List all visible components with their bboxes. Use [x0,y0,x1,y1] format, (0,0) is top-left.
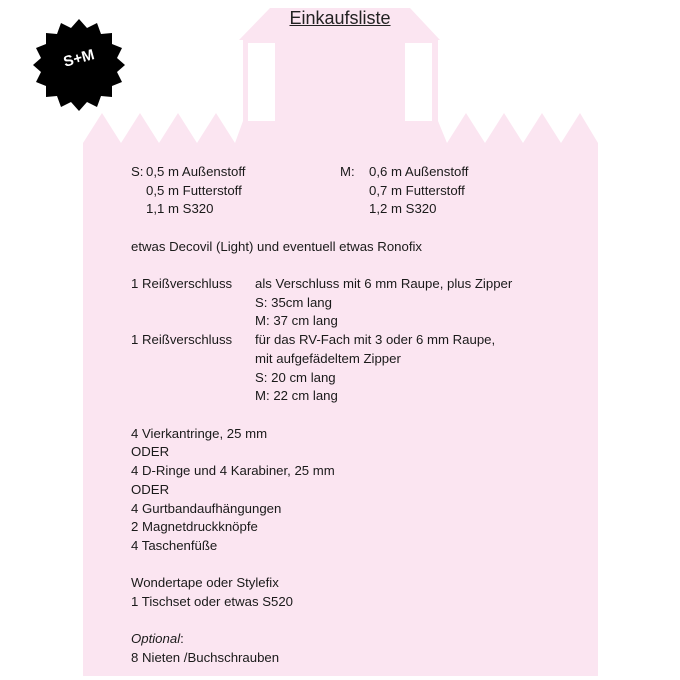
handle-left-gap [248,43,275,121]
list-item: ODER [131,481,170,497]
list-item: 4 Gurtbandaufhängungen [131,500,282,516]
size-m-line: 0,7 m Futterstoff [369,182,465,198]
zipper-detail: S: 20 cm lang [255,369,336,385]
zipper-section [131,275,571,406]
list-item: 2 Magnetdruckknöpfe [131,519,258,535]
list-item: 1 Tischset oder etwas S520 [131,593,294,609]
zipper-detail: S: 35cm lang [255,294,332,310]
size-s-prefix: S: [131,164,144,179]
optional-label: Optional [131,631,181,647]
interfacing-line: etwas Decovil (Light) und eventuell etwas Ronofix [131,238,423,254]
fabric-section [131,163,571,219]
size-m-prefix: M: [340,164,355,179]
list-item: 4 Vierkantringe, 25 mm [131,425,268,441]
zipper-label: 1 Reißverschluss [131,276,233,292]
hardware-section [131,425,571,556]
handle-right-gap [405,43,432,121]
zipper-detail: für das RV-Fach mit 3 oder 6 mm Raupe, [255,332,496,348]
zipper-detail: als Verschluss mit 6 mm Raupe, plus Zipper [255,276,513,292]
zipper-detail: mit aufgefädeltem Zipper [255,350,401,366]
shopping-list [131,163,571,668]
size-badge-label: S+M [61,46,97,71]
extras-section [131,574,571,611]
size-m-line: 1,2 m S320 [369,201,437,217]
optional-heading [131,630,571,649]
zipper-label: 1 Reißverschluss [131,332,233,348]
list-item: 4 Taschenfüße [131,537,218,553]
size-s-line: 1,1 m S320 [146,201,214,217]
zipper-detail: M: 37 cm lang [255,313,338,329]
list-item: ODER [131,444,170,460]
size-s-line: 0,5 m Außenstoff [146,164,246,179]
optional-colon: : [180,631,184,647]
list-item: Wondertape oder Stylefix [131,575,279,591]
size-m-line: 0,6 m Außenstoff [369,164,469,179]
optional-section [131,630,571,667]
size-s-line: 0,5 m Futterstoff [146,182,242,198]
page-title: Einkaufsliste [289,8,391,28]
zipper-detail: M: 22 cm lang [255,388,338,404]
list-item: 4 D-Ringe und 4 Karabiner, 25 mm [131,463,335,479]
list-item: 8 Nieten /Buchschrauben [131,650,280,665]
